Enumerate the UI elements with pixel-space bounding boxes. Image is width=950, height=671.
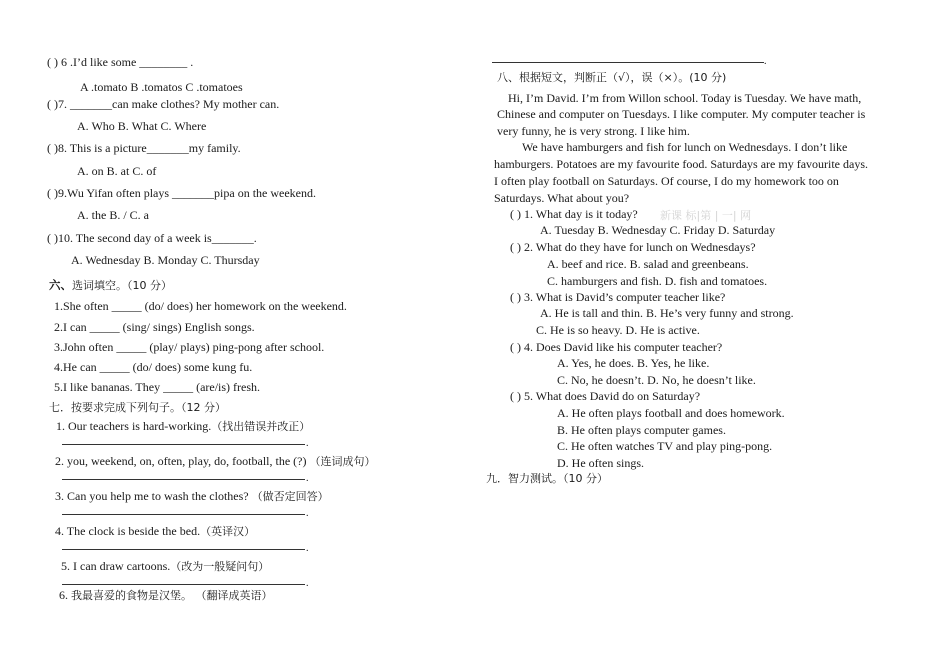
watermark: 新课 标|第 | 一| 网 [660, 209, 752, 222]
tf-options-5c: C. He often watches TV and play ping-pong. [557, 439, 773, 453]
rewrite-1-instruction: （找出错误并改正） [211, 420, 311, 433]
rewrite-3-instruction: （做否定回答） [251, 490, 329, 503]
tf-question-2: ( ) 2. What do they have for lunch on Wednesdays? [510, 240, 756, 254]
mc-question-6: ( ) 6 .I’d like some ________ . [47, 55, 194, 69]
answer-line-5-period: . [306, 578, 309, 589]
fill-blank-4: 4.He can _____ (do/ does) some kung fu. [54, 360, 253, 374]
tf-question-1: ( ) 1. What day is it today? [510, 207, 638, 221]
mc-options-9: A. the B. / C. a [77, 208, 149, 222]
mc-options-6: A .tomato B .tomatos C .tomatoes [80, 80, 243, 94]
passage-line-6: I often play football on Saturdays. Of course, I do my homework too on [494, 174, 839, 188]
answer-line-3-period: . [306, 508, 309, 519]
fill-blank-2: 2.I can _____ (sing/ sings) English songs. [54, 320, 255, 334]
tf-question-4: ( ) 4. Does David like his computer teacher? [510, 340, 723, 354]
passage-line-2: Chinese and computer on Tuesdays. I like computer. My computer teacher is [497, 107, 866, 121]
rewrite-5-text: 5. I can draw cartoons. [61, 559, 171, 573]
rewrite-1-text: 1. Our teachers is hard-working. [56, 419, 212, 433]
rewrite-4-text: 4. The clock is beside the bed. [55, 524, 201, 538]
tf-options-5d: D. He often sings. [557, 456, 644, 470]
tf-options-1: A. Tuesday B. Wednesday C. Friday D. Saturday [540, 223, 776, 237]
tf-options-5a: A. He often plays football and does homework. [557, 406, 785, 420]
tf-options-2b: C. hamburgers and fish. D. fish and tomatoes. [547, 274, 768, 288]
fill-blank-3: 3.John often _____ (play/ plays) ping-pong after school. [54, 340, 325, 354]
fill-blank-1: 1.She often _____ (do/ does) her homework on the weekend. [54, 299, 347, 313]
rewrite-6-text: 6. [59, 588, 68, 602]
rewrite-2-instruction: （连词成句） [309, 455, 376, 468]
answer-line-4[interactable] [62, 549, 305, 550]
rewrite-5-instruction: （改为一般疑问句） [170, 560, 270, 573]
mc-question-8: ( )8. This is a picture_______my family. [47, 141, 241, 155]
rewrite-2 [55, 454, 375, 469]
section-8-title: 八、根据短文，判断正（√），误（×）。(10 分) [497, 71, 727, 84]
rewrite-6 [59, 588, 273, 603]
passage-line-1: Hi, I’m David. I’m from Willon school. Today is Tuesday. We have math, [508, 91, 862, 105]
tf-options-3b: C. He is so heavy. D. He is active. [536, 323, 700, 337]
answer-line-2-period: . [306, 473, 309, 484]
section-6-heading [49, 278, 172, 293]
mc-question-7: ( )7. _______can make clothes? My mother can. [47, 97, 280, 111]
mc-question-9: ( )9.Wu Yifan often plays _______pipa on the weekend. [47, 186, 317, 200]
answer-line-3[interactable] [62, 514, 305, 515]
section-7-title: 七．按要求完成下列句子。（12 分） [49, 401, 226, 414]
rewrite-6-instruction: 我最喜爱的食物是汉堡。 （翻译成英语） [71, 589, 273, 602]
tf-question-5: ( ) 5. What does David do on Saturday? [510, 389, 701, 403]
answer-line-4-period: . [306, 543, 309, 554]
mc-options-7: A. Who B. What C. Where [77, 119, 207, 133]
section-6-number: 六、 [49, 278, 72, 292]
tf-options-5b: B. He often plays computer games. [557, 423, 726, 437]
passage-line-5: hamburgers. Potatoes are my favourite food. Saturdays are my favourite days. [494, 157, 869, 171]
tf-options-4b: C. No, he doesn’t. D. No, he doesn’t like. [557, 373, 756, 387]
rewrite-1 [56, 419, 310, 434]
rewrite-4-instruction: （英译汉） [200, 525, 256, 538]
answer-line-2[interactable] [62, 479, 305, 480]
rewrite-3 [55, 489, 329, 504]
top-answer-line-period: . [764, 56, 767, 67]
rewrite-2-text: 2. you, weekend, on, often, play, do, football, the (?) [55, 454, 307, 468]
passage-line-3: very funny, he is very strong. I like him. [497, 124, 690, 138]
tf-options-2a: A. beef and rice. B. salad and greenbeans. [547, 257, 749, 271]
passage-line-4: We have hamburgers and fish for lunch on Wednesdays. I don’t like [522, 140, 848, 154]
tf-question-3: ( ) 3. What is David’s computer teacher like? [510, 290, 726, 304]
tf-options-3a: A. He is tall and thin. B. He’s very funny and strong. [540, 306, 794, 320]
top-answer-line[interactable] [492, 62, 764, 63]
mc-options-8: A. on B. at C. of [77, 164, 157, 178]
rewrite-3-text: 3. Can you help me to wash the clothes? [55, 489, 249, 503]
answer-line-1-period: . [306, 438, 309, 449]
answer-line-5[interactable] [62, 584, 305, 585]
tf-options-4a: A. Yes, he does. B. Yes, he like. [557, 356, 710, 370]
mc-question-10: ( )10. The second day of a week is_______. [47, 231, 257, 245]
passage-line-7: Saturdays. What about you? [494, 191, 630, 205]
fill-blank-5: 5.I like bananas. They _____ (are/is) fresh. [54, 380, 261, 394]
section-9-title: 九．智力测试。（10 分） [486, 472, 608, 485]
rewrite-4 [55, 524, 255, 539]
section-6-title: 选词填空。（10 分） [72, 279, 172, 292]
answer-line-1[interactable] [62, 444, 305, 445]
mc-options-10: A. Wednesday B. Monday C. Thursday [71, 253, 260, 267]
rewrite-5 [61, 559, 269, 574]
